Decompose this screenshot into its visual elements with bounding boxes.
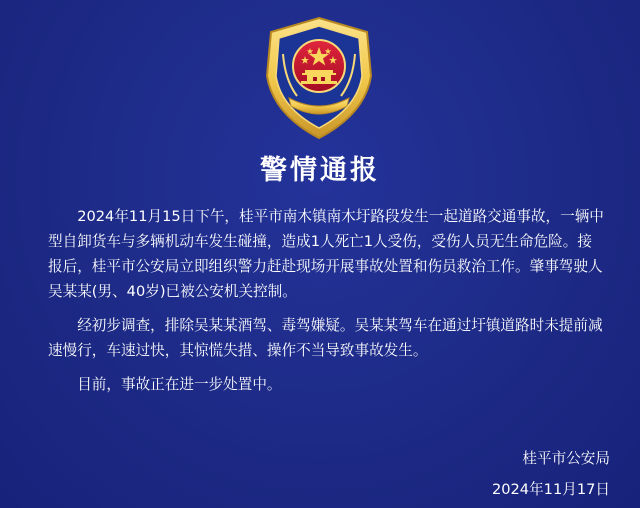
issue-date: 2024年11月17日: [491, 481, 610, 498]
notice-body: [48, 204, 604, 406]
notice-paragraph: 经初步调查，排除吴某某酒驾、毒驾嫌疑。吴某某驾车在通过圩镇道路时未提前减速慢行，车速过快，其惊慌失措、操作不当导致事故发生。: [48, 317, 603, 359]
notice-signature: [492, 446, 610, 508]
notice-paragraph: 目前，事故正在进一步处置中。: [77, 376, 282, 393]
notice-paragraph: 2024年11月15日下午，桂平市南木镇南木圩路段发生一起道路交通事故，一辆中型自卸货车与多辆机动车发生碰撞，造成1人死亡1人受伤，受伤人员无生命危险。接报后，桂平市公安局立即组织警力赶赴现场开展事故处置和伤员救治工作。肇事驾驶人吴某某(男、40岁)已被公安机关控制。: [48, 208, 604, 300]
notice-title: 警情通报: [260, 155, 380, 186]
police-emblem-icon: [255, 14, 383, 142]
issuer-name: 桂平市公安局: [522, 450, 610, 467]
